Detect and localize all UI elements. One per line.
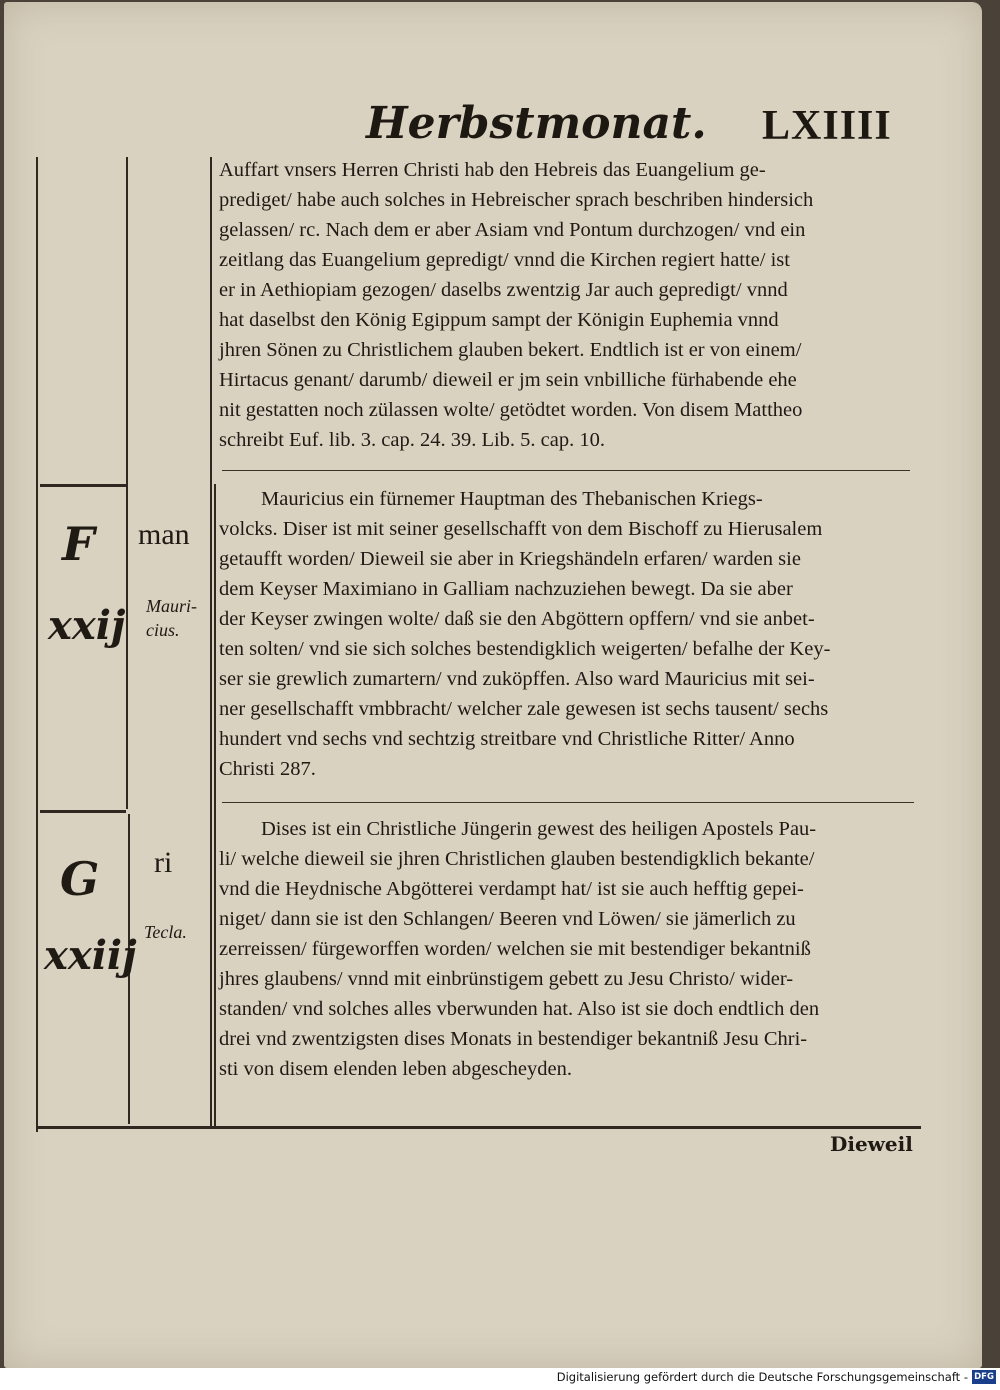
text-line: drei vnd zwentzigsten dises Monats in bestendiger bekantniß Jesu Chri- (219, 1028, 808, 1050)
text-line: zeitlang das Euangelium gepredigt/ vnnd die Kirchen regiert hatte/ ist (219, 249, 790, 271)
text-line: dem Keyser Maximiano in Galliam nachzuziehen bewegt. Da sie aber (219, 578, 793, 600)
column-rule-1 (126, 157, 128, 809)
calendar-syllable: ri (154, 846, 173, 879)
text-line: Christi 287. (219, 758, 316, 780)
text-line: li/ welche dieweil sie jhren Christlichen glauben bestendigklich bekante/ (219, 848, 815, 870)
entry-mauricius (219, 484, 919, 784)
column-rule-2 (210, 157, 212, 1127)
text-line: hat daselbst den König Egippum sampt der Königin Euphemia vnnd (219, 309, 779, 331)
saint-name-mauricius: Mauri-cius. (146, 596, 197, 640)
dominical-letter-f: F (62, 517, 95, 571)
catchword: Dieweil (830, 1132, 913, 1156)
row-divider-left-2 (40, 810, 126, 813)
funding-credit: Digitalisierung gefördert durch die Deutsche Forschungsgemeinschaft - (556, 1370, 968, 1384)
text-line: sti von disem elenden leben abgescheyden. (219, 1058, 572, 1080)
text-line: Hirtacus genant/ darumb/ dieweil er jm sein vnbilliche fürhabende ehe (219, 369, 797, 391)
row-divider-1 (222, 470, 910, 471)
text-line: prediget/ habe auch solches in Hebreischer sprach beschriben hindersich (219, 189, 814, 211)
text-line: vnd die Heydnische Abgötterei verdampt hat/ ist sie auch hefftig gepei- (219, 878, 804, 900)
text-line: gelassen/ rc. Nach dem er aber Asiam vnd Pontum durchzogen/ vnd ein (219, 219, 806, 241)
book-page (4, 2, 982, 1368)
text-line: schreibt Euf. lib. 3. cap. 24. 39. Lib. 5. cap. 10. (219, 429, 605, 451)
bottom-rule (36, 1126, 921, 1129)
text-line: jhren Sönen zu Christlichem glauben bekert. Endtlich ist er von einem/ (219, 339, 802, 361)
text-line: zerreissen/ fürgeworffen worden/ welchen sie mit bestendiger bekantniß (219, 938, 811, 960)
text-line: jhres glaubens/ vnnd mit einbrünstigem gebett zu Jesu Christo/ wider- (219, 968, 794, 990)
text-line: hundert vnd sechs vnd sechtzig streitbare vnd Christliche Ritter/ Anno (219, 728, 795, 750)
column-rule-3 (214, 484, 216, 1127)
saint-name-tecla: Tecla. (144, 922, 187, 942)
text-line: Mauricius ein fürnemer Hauptman des Thebanischen Kriegs- (261, 488, 763, 510)
row-divider-2 (222, 802, 914, 803)
day-number-23: xxiij (44, 932, 137, 979)
text-line: volcks. Diser ist mit seiner gesellschafft von dem Bischoff zu Hierusalem (219, 518, 823, 540)
dfg-logo-icon: DFG (972, 1370, 996, 1384)
text-line: Dises ist ein Christliche Jüngerin gewest des heiligen Apostels Pau- (261, 818, 817, 840)
dominical-letter-g: G (60, 852, 100, 906)
entry-matthew (219, 155, 919, 455)
text-line: standen/ vnd solches alles vberwunden hat. Also ist sie doch endtlich den (219, 998, 820, 1020)
text-line: ner gesellschafft vmbbracht/ welcher zale gewesen ist sechs tausent/ sechs (219, 698, 829, 720)
text-line: nit gestatten noch zülassen wolte/ getödtet worden. Von disem Mattheo (219, 399, 803, 421)
digitization-footer (0, 1368, 1000, 1390)
text-line: ten solten/ vnd sie sich solches bestendigklich weigerten/ befalhe der Key- (219, 638, 831, 660)
running-head-title: Herbstmonat. (366, 98, 707, 149)
text-line: Auffart vnsers Herren Christi hab den Hebreis das Euangelium ge- (219, 159, 766, 181)
outer-left-rule (36, 157, 38, 1132)
day-number-22: xxij (48, 602, 126, 649)
row-divider-left-1 (40, 484, 126, 487)
text-line: er in Aethiopiam gezogen/ daselbs zwentzig Jar auch gepredigt/ vnnd (219, 279, 788, 301)
calendar-syllable: man (138, 518, 190, 551)
text-line: ser sie grewlich zumartern/ vnd zuköpffen. Also ward Mauricius mit sei- (219, 668, 815, 690)
folio-number: LXIIII (762, 103, 892, 149)
text-line: getaufft worden/ Dieweil sie aber in Kriegshändeln erfaren/ warden sie (219, 548, 801, 570)
text-line: niget/ dann sie ist den Schlangen/ Beeren vnd Löwen/ sie jämerlich zu (219, 908, 796, 930)
entry-tecla (219, 814, 919, 1084)
text-line: der Keyser zwingen wolte/ daß sie den Abgöttern opffern/ vnd sie anbet- (219, 608, 815, 630)
